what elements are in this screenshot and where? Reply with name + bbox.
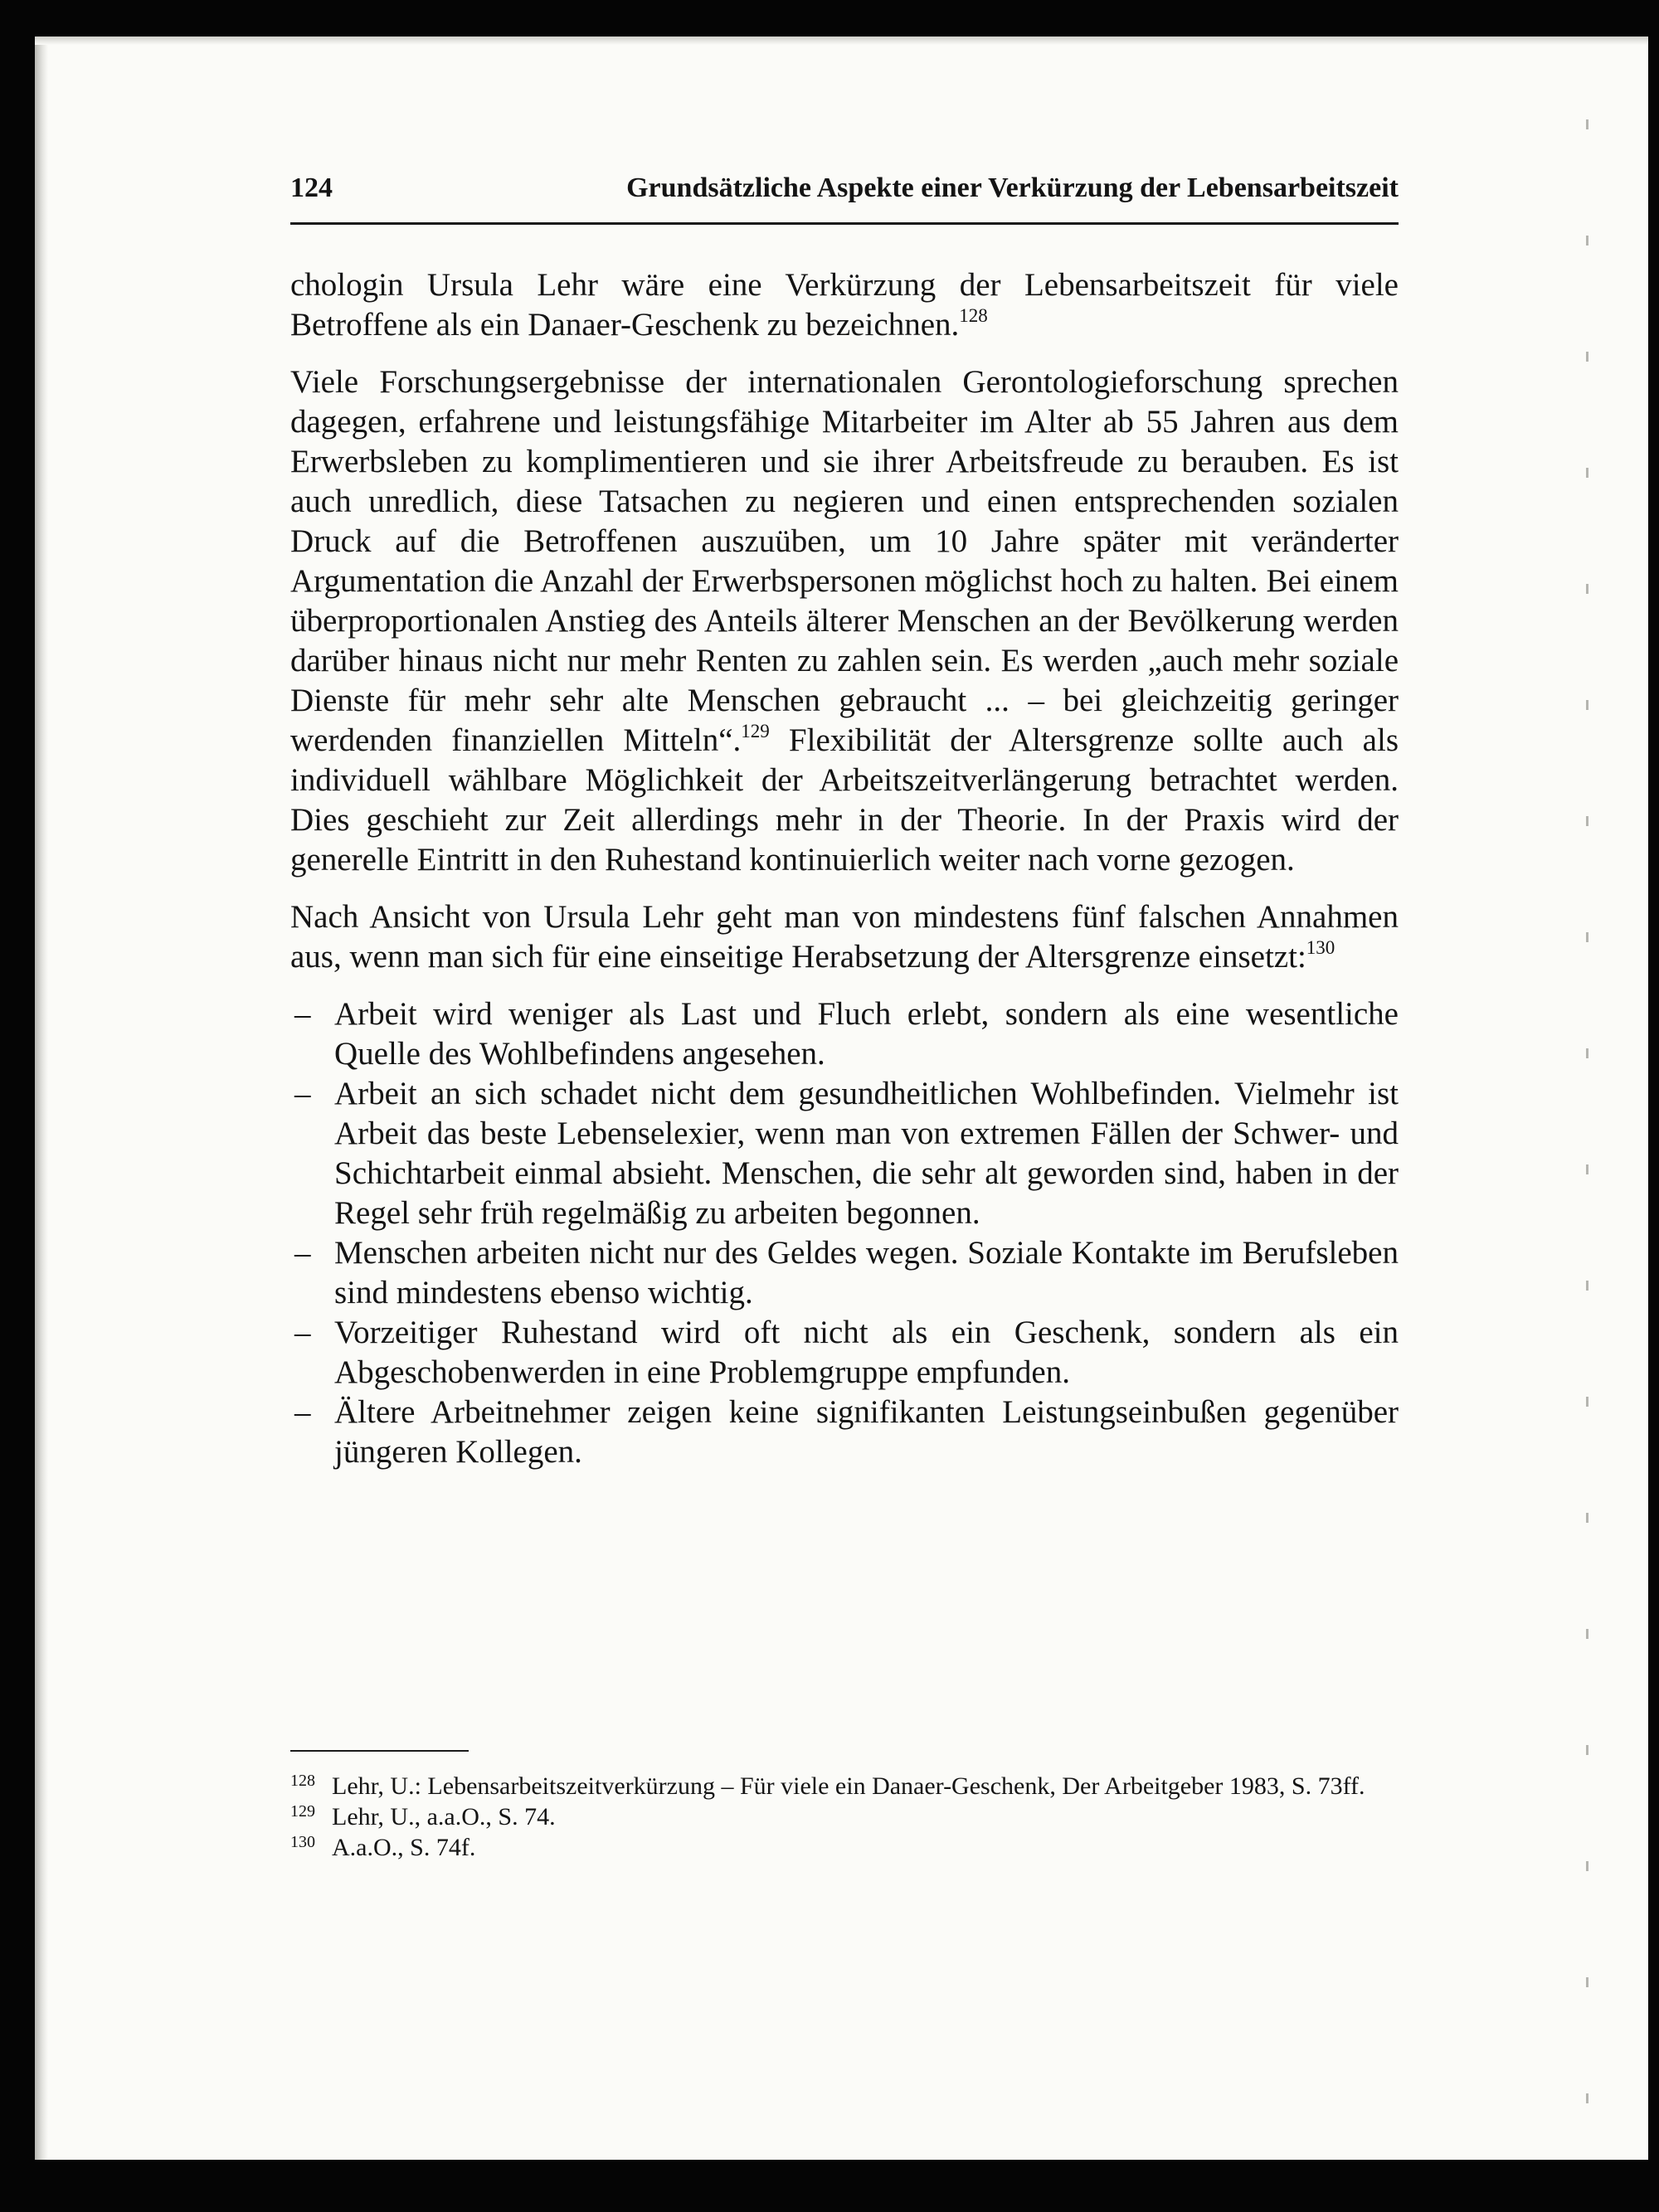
- header-rule: [290, 222, 1399, 225]
- paragraph-3-text: Nach Ansicht von Ursula Lehr geht man von mindestens fünf falschen Annahmen aus, wenn man sich für eine einseitige Herabsetzung der Altersgrenze einsetzt:: [290, 899, 1399, 975]
- footnote-text: Lehr, U.: Lebensarbeitszeitverkürzung – Für viele ein Danaer-Geschenk, Der Arbeitgeber 1983, S. 73ff.: [332, 1772, 1365, 1800]
- page-binding-shadow: [35, 36, 48, 2160]
- running-title: Grundsätzliche Aspekte einer Verkürzung der Lebensarbeitszeit: [626, 173, 1399, 203]
- paragraph-2: [290, 362, 1399, 880]
- dash-bullet: –: [294, 1315, 311, 1350]
- page-top-shadow: [35, 36, 1648, 45]
- dash-bullet: –: [294, 1235, 311, 1271]
- list-item: [290, 1313, 1399, 1393]
- running-header: [290, 173, 1399, 204]
- paragraph-1-text: chologin Ursula Lehr wäre eine Verkürzung der Lebensarbeitszeit für viele Betroffene als ein Danaer-Geschenk zu bezeichnen.: [290, 267, 1399, 343]
- footnotes: [290, 1771, 1399, 1863]
- footnote-129: [290, 1801, 1399, 1832]
- dash-bullet: –: [294, 1076, 311, 1111]
- paragraph-2-text-b: Flexibilität der Altersgrenze sollte auch als individuell wählbare Möglichkeit der Arbeitszeitverlängerung betrachtet werden. Dies geschieht zur Zeit allerdings mehr in der Theorie. In der Praxis wird der generelle Eintritt in den Ruhestand kontinuierlich weiter nach vorne gezogen.: [290, 722, 1399, 878]
- assumptions-list: [290, 994, 1399, 1472]
- body-text: [290, 265, 1399, 1472]
- paragraph-3: [290, 897, 1399, 977]
- footnote-number: 129: [290, 1802, 315, 1821]
- list-item: [290, 994, 1399, 1074]
- dash-bullet: –: [294, 996, 311, 1032]
- list-item: [290, 1233, 1399, 1313]
- page-right-edge-marks: [1586, 70, 1588, 2160]
- list-item: [290, 1393, 1399, 1472]
- list-item-text: Menschen arbeiten nicht nur des Geldes wegen. Soziale Kontakte im Berufsleben sind mindestens ebenso wichtig.: [334, 1235, 1399, 1310]
- footnote-number: 130: [290, 1833, 315, 1851]
- footnote-number: 128: [290, 1772, 315, 1790]
- list-item-text: Arbeit an sich schadet nicht dem gesundheitlichen Wohlbefinden. Vielmehr ist Arbeit das beste Lebenselexier, wenn man von extremen Fällen der Schwer- und Schichtarbeit einmal absieht. Menschen, die sehr alt geworden sind, haben in der Regel sehr früh regelmäßig zu arbeiten begonnen.: [334, 1076, 1399, 1231]
- list-item: [290, 1074, 1399, 1233]
- footnote-rule: [290, 1750, 469, 1752]
- footnote-ref-130: 130: [1306, 937, 1335, 958]
- list-item-text: Arbeit wird weniger als Last und Fluch erlebt, sondern als eine wesentliche Quelle des Wohlbefindens angesehen.: [334, 996, 1399, 1072]
- footnote-ref-129: 129: [741, 721, 770, 741]
- footnote-ref-128: 128: [959, 305, 988, 326]
- paragraph-1: [290, 265, 1399, 345]
- list-item-text: Vorzeitiger Ruhestand wird oft nicht als ein Geschenk, sondern als ein Abgeschobenwerden in eine Problemgruppe empfunden.: [334, 1315, 1399, 1390]
- paragraph-2-text-a: Viele Forschungsergebnisse der internationalen Gerontologieforschung sprechen dagegen, erfahrene und leistungsfähige Mitarbeiter im Alter ab 55 Jahren aus dem Erwerbsleben zu komplimentieren und sie ihrer Arbeitsfreude zu berauben. Es ist auch unredlich, diese Tatsachen zu negieren und einen entsprechenden sozialen Druck auf die Betroffenen auszuüben, um 10 Jahre später mit veränderter Argumentation die Anzahl der Erwerbspersonen möglichst hoch zu halten. Bei einem überproportionalen Anstieg des Anteils älterer Menschen an der Bevölkerung werden darüber hinaus nicht nur mehr Renten zu zahlen sein. Es werden „auch mehr soziale Dienste für mehr sehr alte Menschen gebraucht ... – bei gleichzeitig geringer werdenden finanziellen Mitteln“.: [290, 364, 1399, 758]
- list-item-text: Ältere Arbeitnehmer zeigen keine signifikanten Leistungseinbußen gegenüber jüngeren Kollegen.: [334, 1394, 1399, 1470]
- page-number: 124: [290, 173, 333, 203]
- dash-bullet: –: [294, 1394, 311, 1430]
- footnote-text: A.a.O., S. 74f.: [332, 1834, 476, 1861]
- footnote-128: [290, 1771, 1399, 1801]
- footnote-130: [290, 1832, 1399, 1863]
- footnote-text: Lehr, U., a.a.O., S. 74.: [332, 1803, 556, 1830]
